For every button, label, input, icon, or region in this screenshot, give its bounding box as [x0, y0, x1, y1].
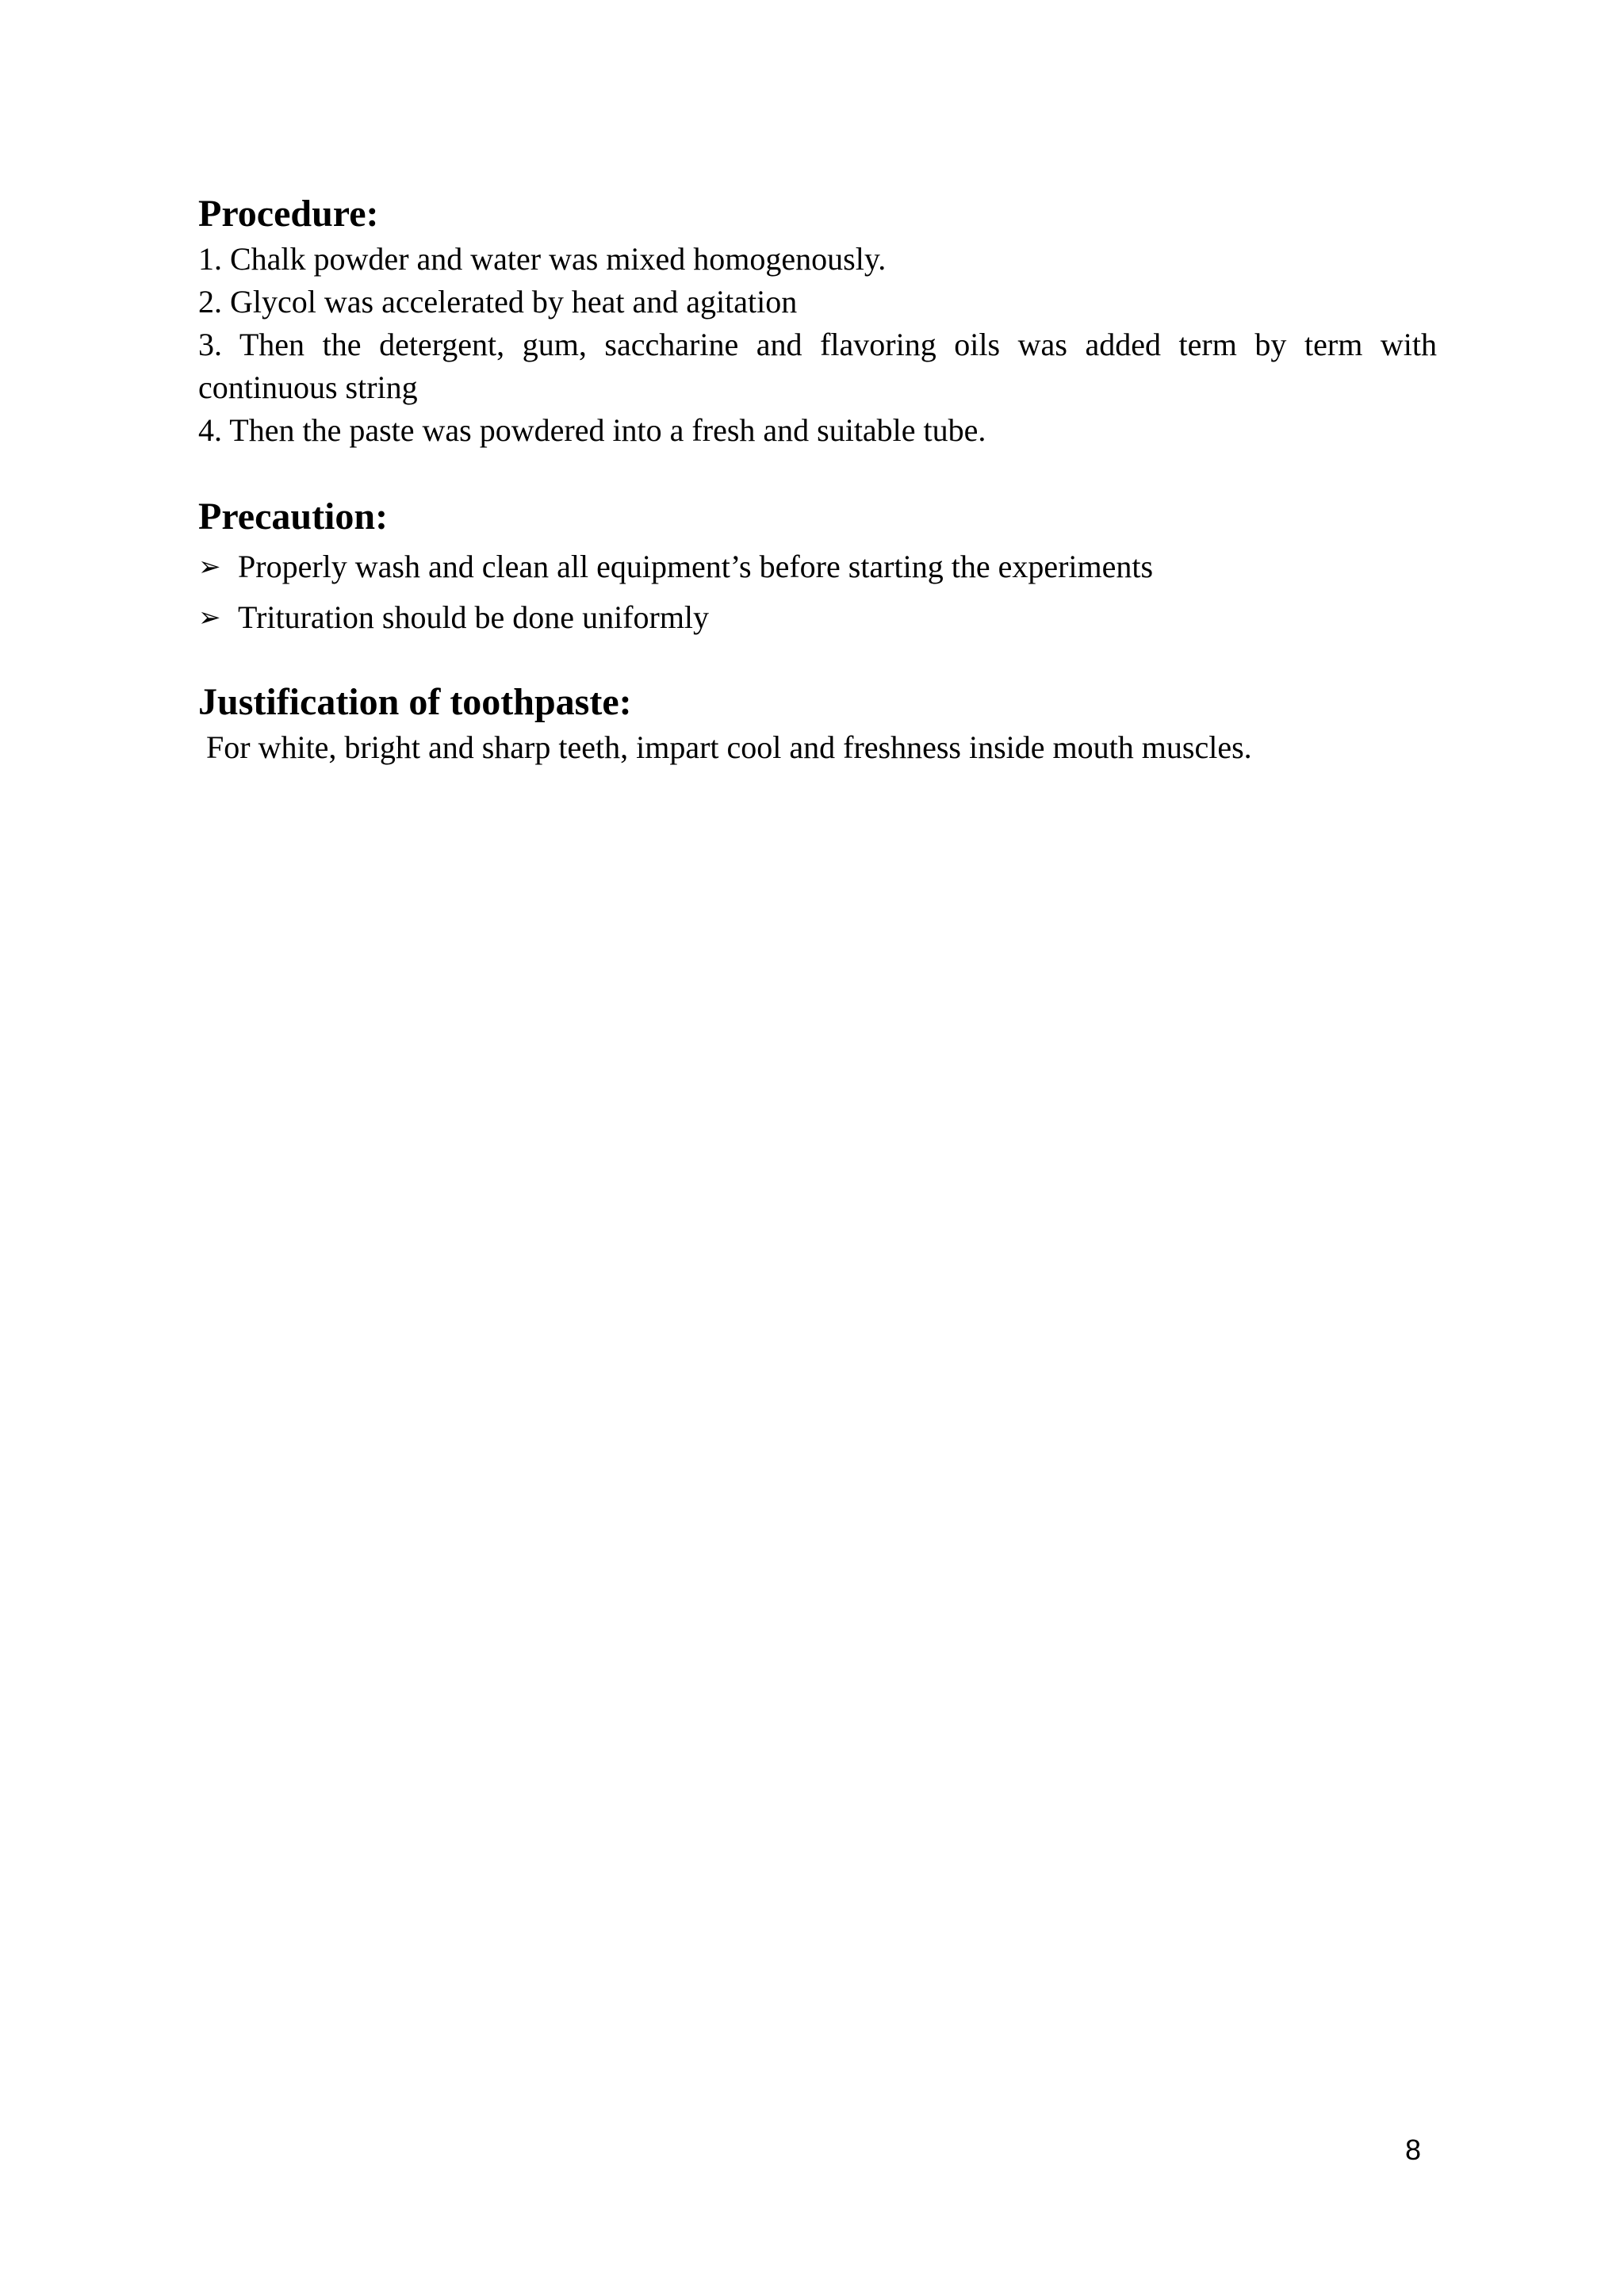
precaution-item-text: Properly wash and clean all equipment’s before starting the experiments [238, 549, 1154, 584]
procedure-step: 4. Then the paste was powdered into a fresh and suitable tube. [198, 412, 986, 448]
justification-heading: Justification of toothpaste: [198, 681, 632, 723]
page-number: 8 [1405, 2133, 1422, 2166]
precaution-section [198, 493, 1437, 639]
precaution-item [198, 545, 1437, 588]
document-page [198, 190, 1437, 769]
precaution-item-text: Trituration should be done uniformly [238, 599, 710, 635]
procedure-step: 3. Then the detergent, gum, saccharine and flavoring oils was added term by term with continuous string [198, 327, 1437, 405]
procedure-heading: Procedure: [198, 193, 379, 235]
justification-section [198, 679, 1437, 769]
procedure-step: 2. Glycol was accelerated by heat and agitation [198, 284, 798, 320]
precaution-heading: Precaution: [198, 496, 389, 538]
justification-text: For white, bright and sharp teeth, impart cool and freshness inside mouth muscles. [206, 729, 1252, 765]
procedure-step: 1. Chalk powder and water was mixed homogenously. [198, 241, 887, 277]
procedure-section [198, 190, 1437, 452]
arrowhead-bullet-icon: ➢ [198, 602, 221, 633]
precaution-item [198, 596, 1437, 639]
arrowhead-bullet-icon: ➢ [198, 551, 221, 583]
